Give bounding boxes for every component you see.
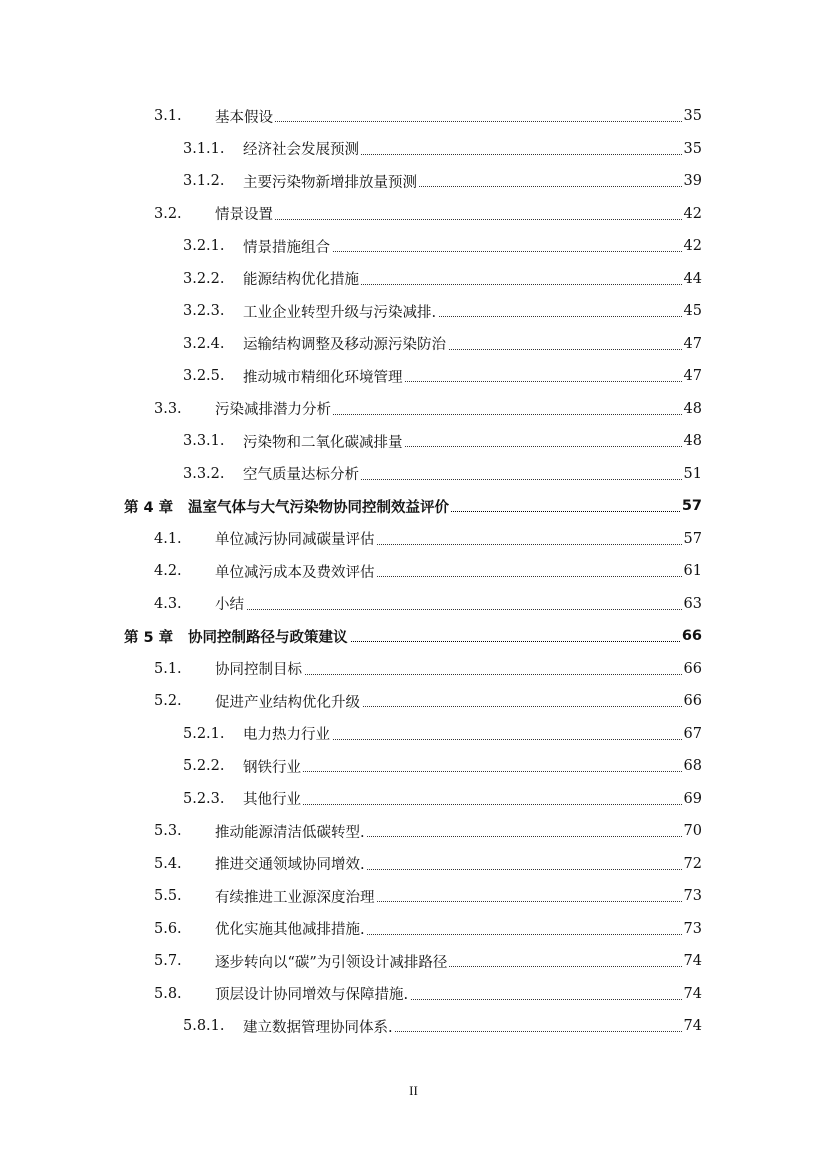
toc-entry-number: 4.1. (154, 530, 182, 547)
toc-entry-number: 3.3. (154, 400, 182, 417)
toc-entry[interactable] (0, 848, 827, 881)
toc-entry[interactable] (0, 295, 827, 328)
toc-entry-page: 47 (683, 335, 702, 352)
toc-entry-number: 3.1. (154, 108, 182, 125)
toc-entry-page: 66 (683, 693, 702, 710)
toc-entry-title: 协同控制目标 (215, 658, 304, 679)
toc-entry[interactable] (0, 718, 827, 751)
toc-entry-number: 5.7. (154, 953, 182, 970)
dot-leader (243, 804, 684, 805)
toc-entry-number: 3.2.4. (183, 335, 225, 352)
toc-entry[interactable] (0, 978, 827, 1011)
toc-entry-number: 3.2.2. (183, 270, 225, 287)
toc-entry-number: 5.2.1. (183, 725, 225, 742)
toc-entry[interactable] (0, 458, 827, 491)
toc-entry[interactable] (0, 230, 827, 263)
toc-entry[interactable] (0, 880, 827, 913)
toc-entry-page: 57 (681, 498, 702, 515)
dot-leader (243, 771, 684, 772)
toc-entry-number: 3.2.5. (183, 368, 225, 385)
toc-entry-number: 5.3. (154, 823, 182, 840)
toc-entry-page: 72 (683, 855, 702, 872)
toc-entry-number: 5.2.2. (183, 758, 225, 775)
toc-entry-number: 5.2.3. (183, 790, 225, 807)
toc-chapter-entry[interactable] (0, 620, 827, 653)
toc-entry-title: 能源结构优化措施 (243, 268, 361, 289)
toc-entry-title: 协同控制路径与政策建议 (188, 626, 350, 647)
toc-entry[interactable] (0, 653, 827, 686)
toc-entry-number: 3.3.1. (183, 433, 225, 450)
toc-entry-title: 运输结构调整及移动源污染防治 (243, 333, 448, 354)
toc-entry[interactable] (0, 815, 827, 848)
toc-entry-title: 污染物和二氧化碳减排量 (243, 431, 405, 452)
toc-entry-title: 优化实施其他减排措施. (215, 918, 367, 939)
toc-entry-number: 3.2.3. (183, 303, 225, 320)
toc-entry-page: 45 (683, 303, 702, 320)
toc-entry[interactable] (0, 165, 827, 198)
toc-entry[interactable] (0, 1010, 827, 1043)
toc-entry-number: 5.2. (154, 693, 182, 710)
toc-entry-title: 钢铁行业 (243, 756, 303, 777)
toc-entry-title: 推动城市精细化环境管理 (243, 366, 405, 387)
page-number-footer (0, 1083, 827, 1099)
toc-entry-page: 35 (683, 108, 702, 125)
toc-entry-title: 单位减污成本及费效评估 (215, 561, 377, 582)
toc-entry-title: 电力热力行业 (243, 723, 332, 744)
toc-entry-page: 35 (683, 140, 702, 157)
toc-entry-page: 66 (681, 628, 702, 645)
toc-entry-title: 有续推进工业源深度治理 (215, 886, 377, 907)
toc-entry-page: 42 (683, 238, 702, 255)
toc-entry-page: 68 (683, 758, 702, 775)
toc-entry-page: 42 (683, 205, 702, 222)
toc-entry-title: 情景措施组合 (243, 236, 332, 257)
toc-entry-title: 促进产业结构优化升级 (215, 691, 362, 712)
toc-entry-page: 70 (683, 823, 702, 840)
toc-entry-page: 44 (683, 270, 702, 287)
toc-entry-title: 顶层设计协同增效与保障措施. (215, 983, 410, 1004)
toc-entry[interactable] (0, 198, 827, 231)
toc-entry-page: 74 (683, 985, 702, 1002)
toc-entry-number: 3.2.1. (183, 238, 225, 255)
toc-entry-page: 47 (683, 368, 702, 385)
toc-entry-title: 空气质量达标分析 (243, 463, 361, 484)
toc-entry-page: 63 (683, 595, 702, 612)
toc-entry-number: 5.5. (154, 888, 182, 905)
toc-entry-page: 57 (683, 530, 702, 547)
toc-entry-number: 5.8.1. (183, 1018, 225, 1035)
page-number: II (409, 1083, 418, 1098)
toc-entry-title: 污染减排潜力分析 (215, 398, 333, 419)
toc-entry-title: 逐步转向以“碳”为引领设计减排路径 (215, 951, 449, 972)
toc-entry-title: 情景设置 (215, 203, 275, 224)
toc-entry-number: 5.8. (154, 985, 182, 1002)
toc-entry-page: 66 (683, 660, 702, 677)
toc-chapter-entry[interactable] (0, 490, 827, 523)
table-of-contents (0, 100, 827, 1043)
toc-entry-title: 单位减污协同减碳量评估 (215, 528, 377, 549)
toc-entry[interactable] (0, 685, 827, 718)
toc-entry-page: 48 (683, 400, 702, 417)
toc-entry-title: 经济社会发展预测 (243, 138, 361, 159)
toc-entry[interactable] (0, 783, 827, 816)
toc-entry-page: 67 (683, 725, 702, 742)
toc-entry-title: 推动能源清洁低碳转型. (215, 821, 367, 842)
toc-entry-title: 小结 (215, 593, 246, 614)
toc-entry-number: 5.6. (154, 920, 182, 937)
toc-entry-page: 51 (683, 465, 702, 482)
toc-entry[interactable] (0, 360, 827, 393)
toc-entry[interactable] (0, 393, 827, 426)
toc-entry-number: 5.1. (154, 660, 182, 677)
toc-entry-number: 3.1.1. (183, 140, 225, 157)
toc-entry-title: 建立数据管理协同体系. (243, 1016, 395, 1037)
toc-entry-title: 温室气体与大气污染物协同控制效益评价 (188, 496, 451, 517)
toc-entry-number: 4.2. (154, 563, 182, 580)
toc-entry-title: 主要污染物新增排放量预测 (243, 171, 419, 192)
toc-entry[interactable] (0, 523, 827, 556)
toc-entry-number: 3.2. (154, 205, 182, 222)
toc-entry[interactable] (0, 913, 827, 946)
toc-entry-page: 73 (683, 888, 702, 905)
toc-entry-number: 4.3. (154, 595, 182, 612)
toc-entry-number: 第 4 章 (124, 499, 174, 516)
toc-entry-number: 第 5 章 (124, 629, 174, 646)
toc-entry[interactable] (0, 133, 827, 166)
toc-entry-title: 工业企业转型升级与污染减排. (243, 301, 438, 322)
toc-entry-page: 74 (683, 953, 702, 970)
toc-entry[interactable] (0, 263, 827, 296)
toc-entry-page: 48 (683, 433, 702, 450)
toc-entry[interactable] (0, 945, 827, 978)
dot-leader (215, 121, 684, 122)
dot-leader (215, 609, 684, 610)
toc-entry[interactable] (0, 555, 827, 588)
toc-entry-title: 其他行业 (243, 788, 303, 809)
toc-entry-page: 39 (683, 173, 702, 190)
toc-entry-page: 69 (683, 790, 702, 807)
toc-entry-title: 推进交通领域协同增效. (215, 853, 367, 874)
toc-entry-number: 3.1.2. (183, 173, 225, 190)
dot-leader (215, 219, 684, 220)
toc-entry[interactable] (0, 328, 827, 361)
toc-entry-page: 61 (683, 563, 702, 580)
toc-entry-number: 5.4. (154, 855, 182, 872)
toc-entry-number: 3.3.2. (183, 465, 225, 482)
toc-entry-page: 74 (683, 1018, 702, 1035)
toc-entry[interactable] (0, 425, 827, 458)
toc-entry[interactable] (0, 750, 827, 783)
toc-entry[interactable] (0, 100, 827, 133)
toc-entry-title: 基本假设 (215, 106, 275, 127)
toc-entry-page: 73 (683, 920, 702, 937)
toc-entry[interactable] (0, 588, 827, 621)
